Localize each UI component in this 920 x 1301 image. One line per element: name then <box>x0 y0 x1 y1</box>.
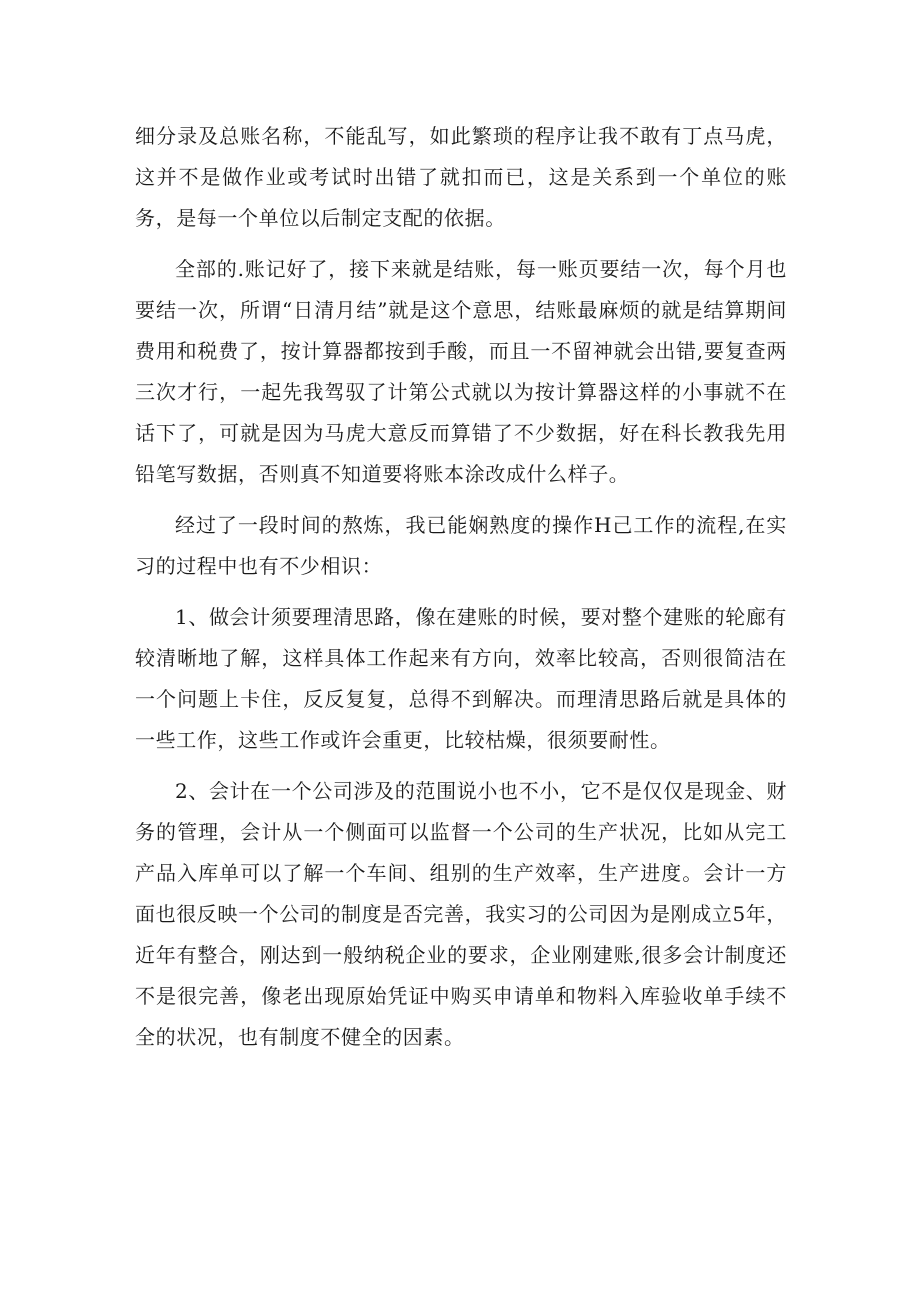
paragraph-point-1: 1、做会计须要理清思路，像在建账的时候，要对整个建账的轮廊有较清晰地了解，这样具体工作起来有方向，效率比较高，否则很简洁在一个问题上卡住，反反复复，总得不到解决。而理清思路后就是具体的一些工作，这些工作或许会重更，比较枯燥，很须要耐性。 <box>135 605 787 752</box>
paragraph-experience-intro: 经过了一段时间的熬炼，我已能娴熟度的操作H己工作的流程,在实习的过程中也有不少相识： <box>135 513 787 578</box>
paragraph-closing-accounts: 全部的.账记好了，接下来就是结账，每一账页要结一次，每个月也要结一次，所谓“日清月结”就是这个意思，结账最麻烦的就是结算期间费用和税费了，按计算器都按到手酸，而且一不留神就会出错,要复查两三次才行，一起先我驾驭了计第公式就以为按计算器这样的小事就不在话下了，可就是因为马虎大意反而算错了不少数据，好在科长教我先用铅笔写数据，否则真不知道要将账本涂改成什么样子。 <box>135 257 787 486</box>
paragraph-point-2: 2、会计在一个公司涉及的范围说小也不小，它不是仅仅是现金、财务的管理，会计从一个侧面可以监督一个公司的生产状况，比如从完工产品入库单可以了解一个车间、组别的生产效率，生产进度。会计一方面也很反映一个公司的制度是否完善，我实习的公司因为是刚成立5年，近年有整合，刚达到一般纳税企业的要求，企业刚建账,很多会计制度还不是很完善，像老出现原始凭证中购买申请单和物料入库验收单手续不全的状况，也有制度不健全的因素。 <box>135 779 787 1049</box>
paragraph-continuation: 细分录及总账名称，不能乱写，如此繁琐的程序让我不敢有丁点马虎，这并不是做作业或考试时出错了就扣而已，这是关系到一个单位的账务，是每一个单位以后制定支配的依据。 <box>135 124 787 230</box>
document-body <box>135 116 787 1068</box>
